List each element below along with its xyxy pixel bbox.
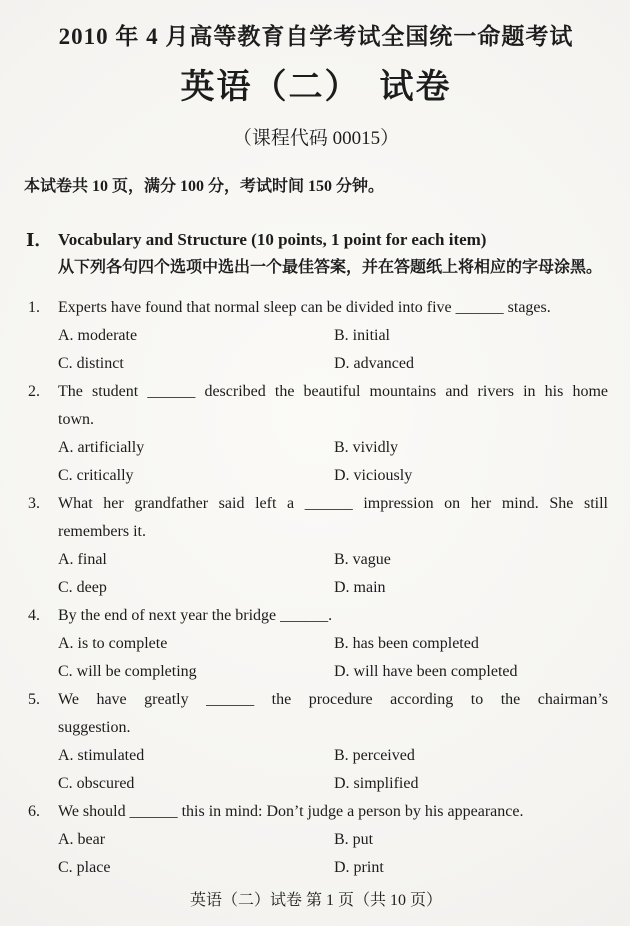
option-a: A. bear	[58, 830, 106, 848]
option-c: C. distinct	[58, 354, 124, 372]
option-b: B. initial	[334, 326, 390, 344]
option-group	[58, 742, 608, 798]
exam-title: 2010 年 4 月高等教育自学考试全国统一命题考试	[58, 24, 574, 49]
option-d: D. viciously	[334, 466, 413, 484]
option-group	[58, 434, 608, 490]
question-stem-continued: suggestion.	[58, 718, 131, 736]
option-group	[58, 322, 608, 378]
option-group	[58, 826, 608, 882]
question-stem-continued: town.	[58, 410, 94, 428]
question-stem-continued: remembers it.	[58, 522, 146, 540]
section-1-block	[24, 227, 608, 282]
question-stem: What her grandfather said left a ______ impression on her mind. She still	[58, 494, 608, 512]
option-c: C. obscured	[58, 774, 135, 792]
question-4	[24, 602, 608, 686]
question-1	[24, 294, 608, 378]
option-d: D. advanced	[334, 354, 414, 372]
option-b: B. has been completed	[334, 634, 479, 652]
option-b: B. vague	[334, 550, 391, 568]
option-b: B. vividly	[334, 438, 399, 456]
option-group	[58, 630, 608, 686]
question-number: 3.	[28, 494, 40, 512]
option-c: C. place	[58, 858, 111, 876]
question-list	[24, 294, 608, 882]
option-a: A. is to complete	[58, 634, 168, 652]
question-stem: The student ______ described the beautiful mountains and rivers in his home	[58, 382, 608, 400]
option-b: B. perceived	[334, 746, 415, 764]
option-c: C. will be completing	[58, 662, 197, 680]
question-stem: By the end of next year the bridge ______.	[58, 606, 333, 624]
option-b: B. put	[334, 830, 374, 848]
page-footer: 英语（二）试卷 第 1 页（共 10 页）	[189, 891, 442, 909]
question-number: 6.	[28, 802, 40, 820]
exam-header	[24, 0, 608, 150]
question-5	[24, 686, 608, 798]
option-a: A. moderate	[58, 326, 138, 344]
option-a: A. final	[58, 550, 107, 568]
option-d: D. will have been completed	[334, 662, 518, 680]
question-6	[24, 798, 608, 882]
option-d: D. simplified	[334, 774, 419, 792]
question-number: 1.	[28, 298, 40, 316]
option-d: D. main	[334, 578, 386, 596]
option-d: D. print	[334, 858, 384, 876]
section-number: Ⅰ．	[26, 229, 53, 250]
exam-subject-title: 英语（二） 试卷	[180, 69, 452, 107]
course-code: （课程代码 00015）	[232, 127, 400, 149]
option-group	[58, 546, 608, 602]
option-a: A. artificially	[58, 438, 145, 456]
section-heading: Vocabulary and Structure (10 points, 1 point for each item)	[58, 229, 487, 249]
question-2	[24, 378, 608, 490]
question-stem: Experts have found that normal sleep can be divided into five ______ stages.	[58, 298, 551, 316]
section-instruction: 从下列各句四个选项中选出一个最佳答案，并在答题纸上将相应的字母涂黑。	[58, 258, 603, 276]
question-stem: We should ______ this in mind: Don’t judge a person by his appearance.	[58, 802, 524, 820]
option-c: C. critically	[58, 466, 134, 484]
question-number: 2.	[28, 382, 40, 400]
question-number: 4.	[28, 606, 40, 624]
question-stem: We have greatly ______ the procedure according to the chairman’s	[58, 690, 608, 708]
option-c: C. deep	[58, 578, 107, 596]
exam-info-line: 本试卷共 10 页，满分 100 分，考试时间 150 分钟。	[24, 178, 385, 196]
question-3	[24, 490, 608, 602]
question-number: 5.	[28, 690, 40, 708]
option-a: A. stimulated	[58, 746, 145, 764]
